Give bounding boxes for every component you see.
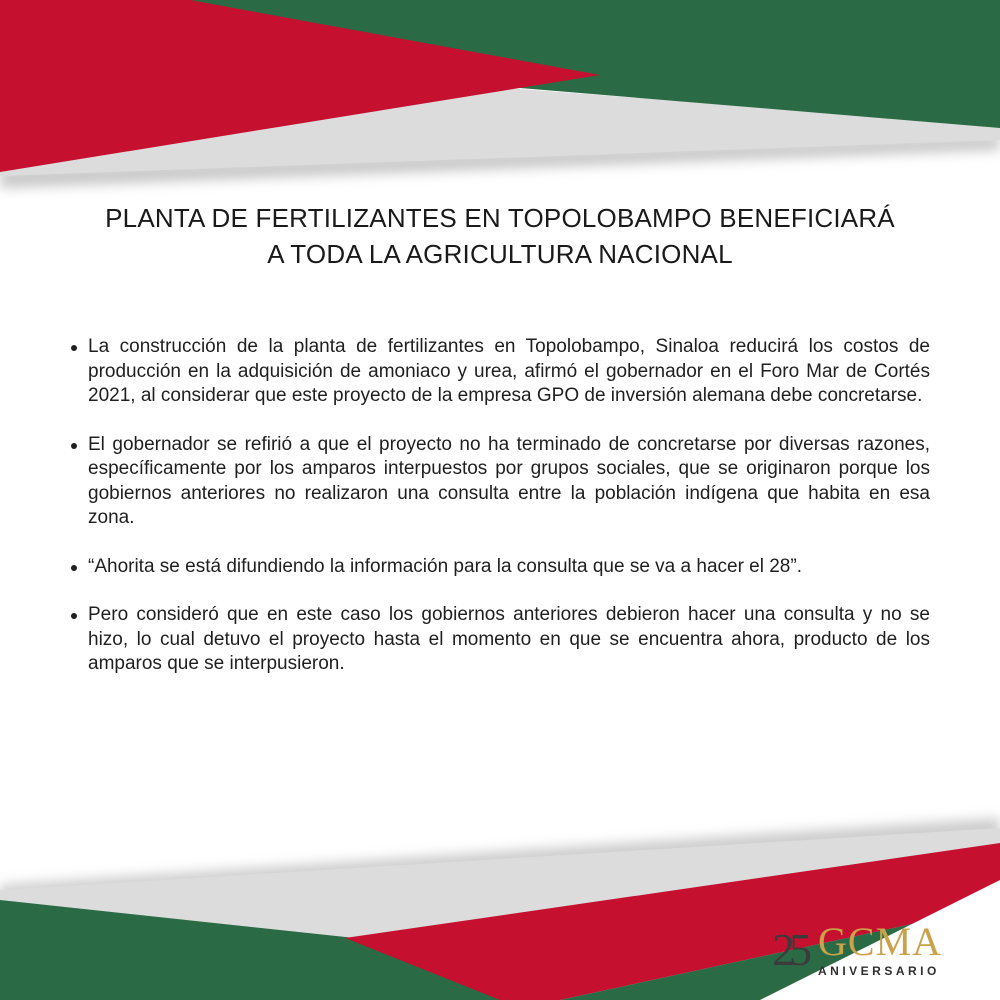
headline	[60, 200, 940, 272]
bullet-item: “Ahorita se está difundiendo la información para la consulta que se va a hacer el 28”.	[70, 555, 930, 580]
logo-subtitle: ANIVERSARIO	[818, 964, 940, 978]
logo-word: GCMA	[818, 919, 943, 964]
headline-line-2: A TODA LA AGRICULTURA NACIONAL	[267, 239, 733, 269]
headline-line-1: PLANTA DE FERTILIZANTES EN TOPOLOBAMPO BENEFICIARÁ	[105, 203, 895, 233]
logo-number: 25	[772, 924, 806, 975]
bullet-item: Pero consideró que en este caso los gobiernos anteriores debieron hacer una consulta y no se hizo, lo cual detuvo el proyecto hasta el momento en que se encuentra ahora, producto de los amparos que se interpusieron.	[70, 603, 930, 677]
bullet-item: La construcción de la planta de fertilizantes en Topolobampo, Sinaloa reducirá los costos de producción en la adquisición de amoniaco y urea, afirmó el gobernador en el Foro Mar de Cortés 2021, al considerar que este proyecto de la empresa GPO de inversión alemana debe concretarse.	[70, 335, 930, 409]
bullet-item: El gobernador se refirió a que el proyecto no ha terminado de concretarse por diversas razones, específicamente por los amparos interpuestos por grupos sociales, que se originaron porque los gobiernos anteriores no realizaron una consulta entre la población indígena que habita en esa zona.	[70, 433, 930, 531]
bullet-list	[70, 335, 930, 701]
gcma-logo	[772, 918, 942, 990]
